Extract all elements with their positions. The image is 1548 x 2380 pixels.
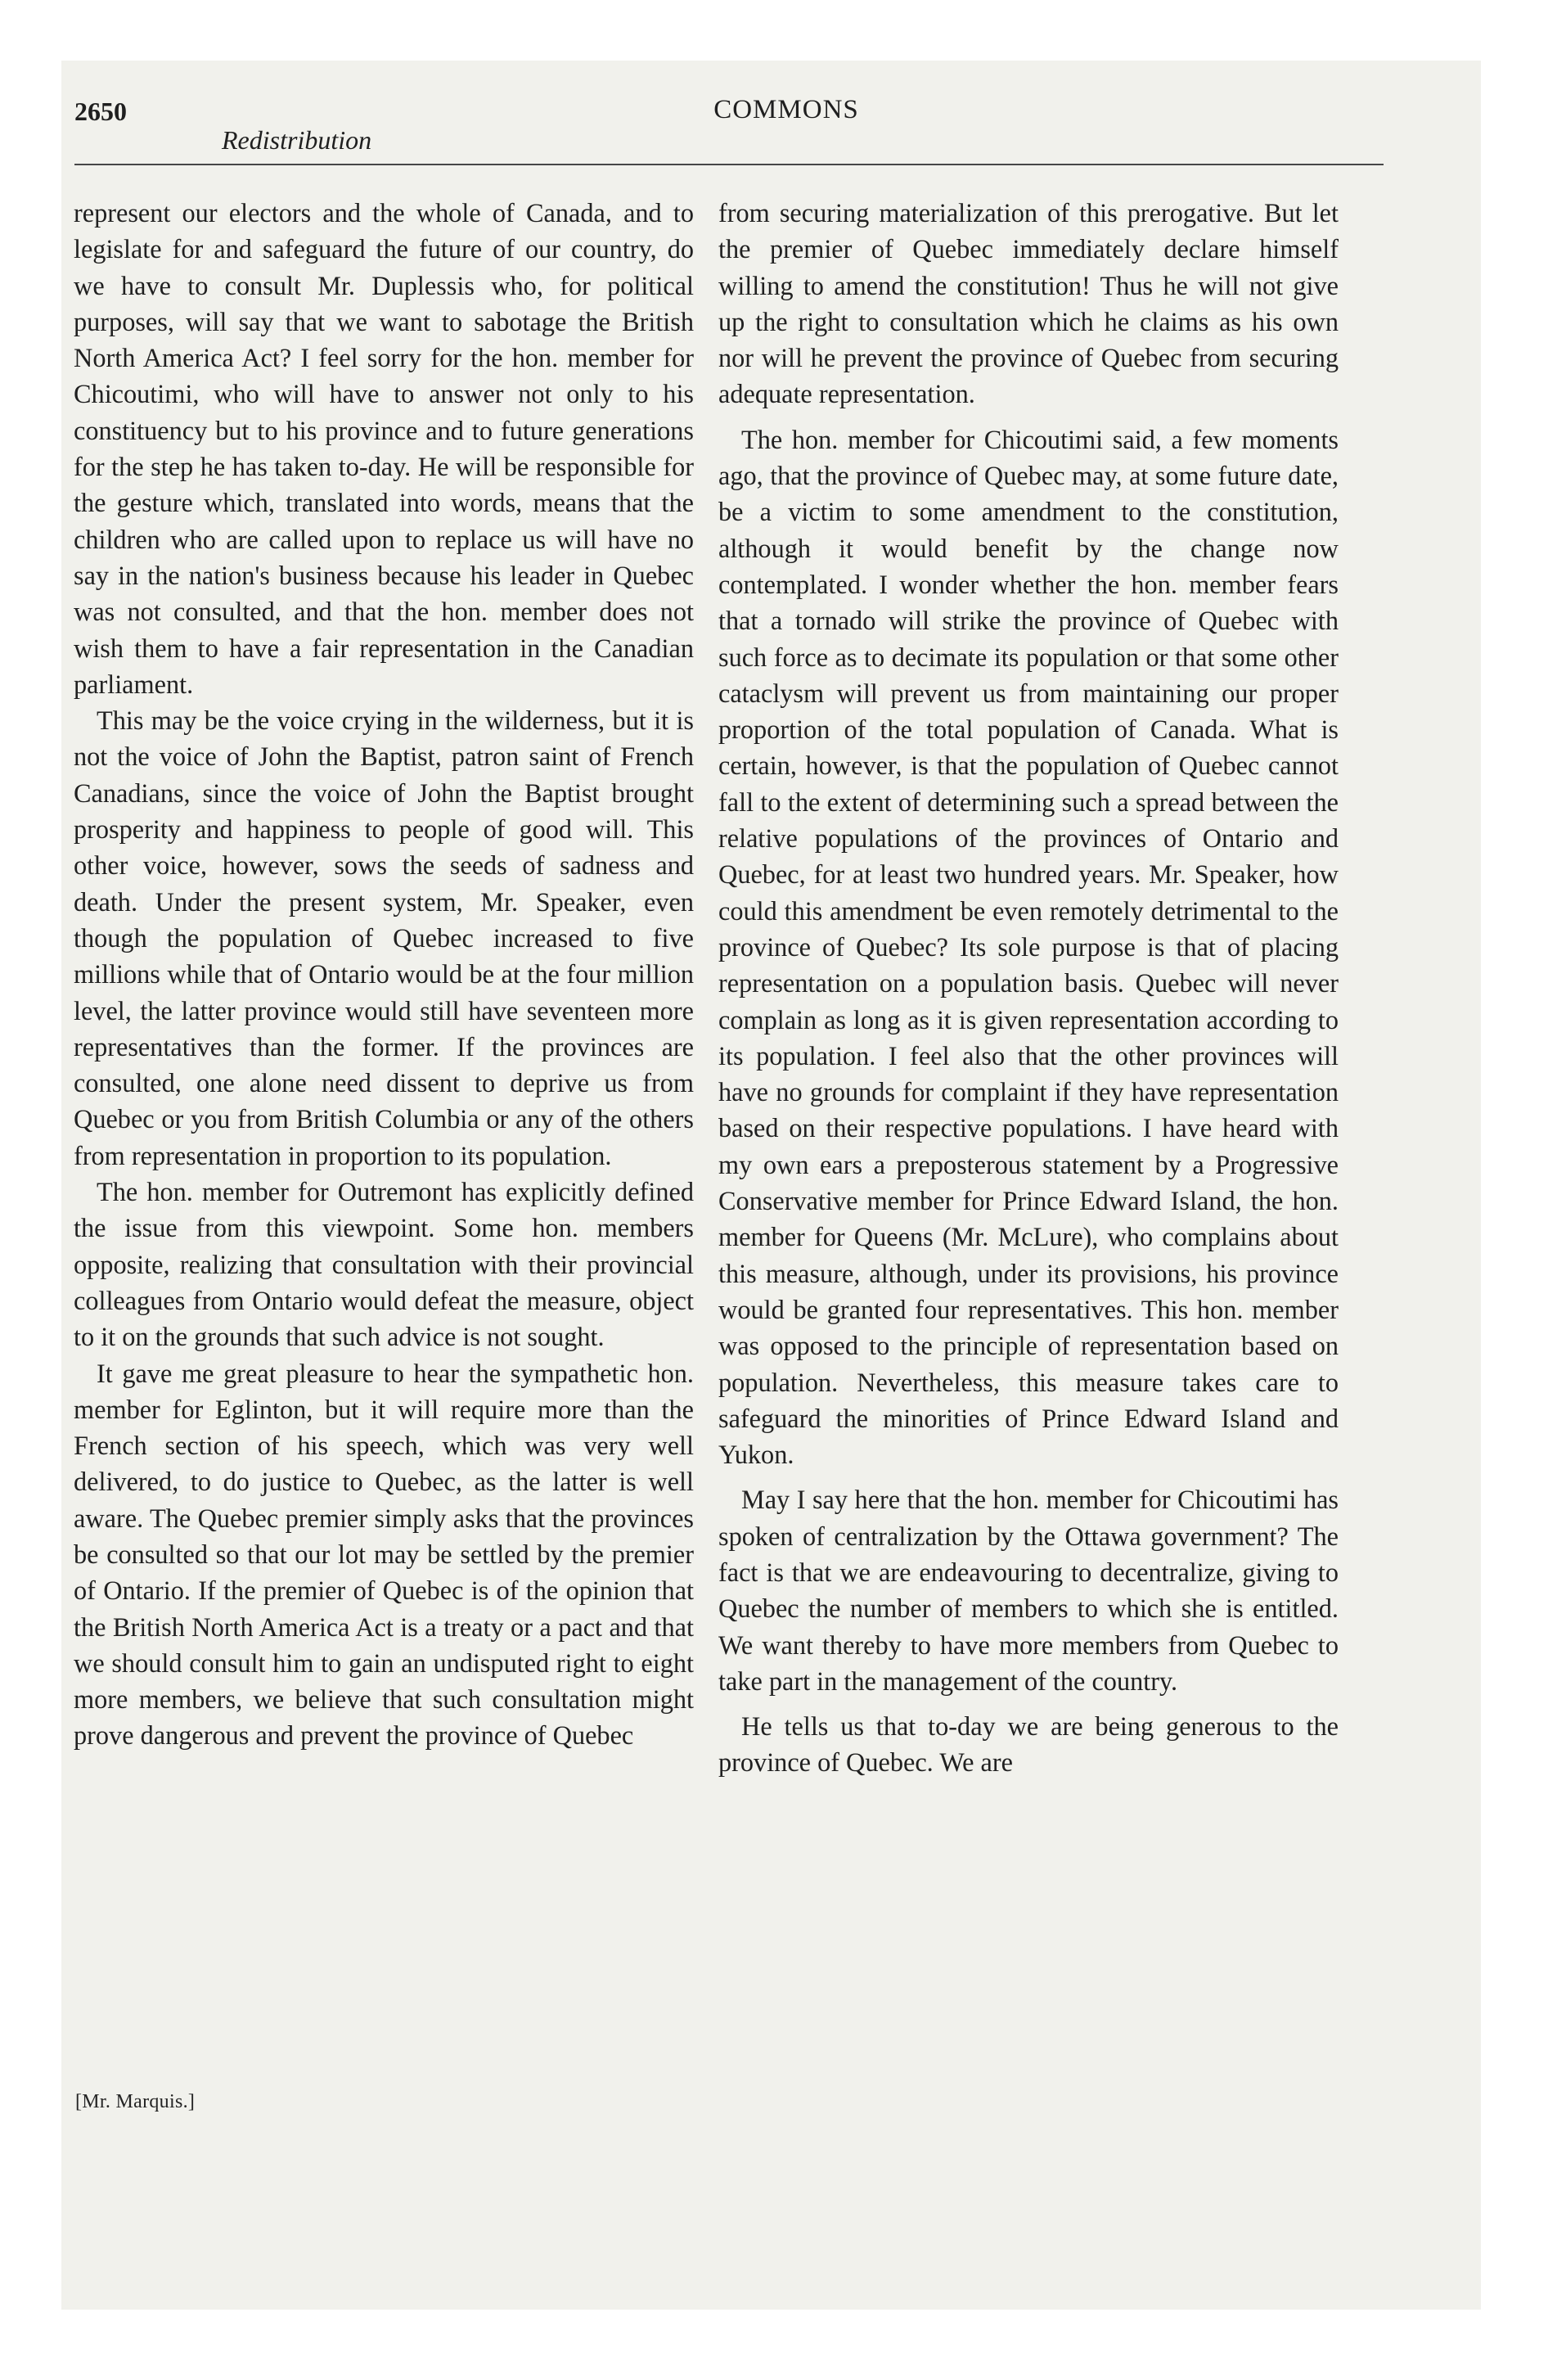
section-title: Redistribution bbox=[222, 125, 372, 155]
speaker-footer-note: [Mr. Marquis.] bbox=[75, 2091, 196, 2112]
left-paragraph-4: It gave me great pleasure to hear the sympathetic hon. member for Eglinton, but it will require more than the French section of his speech, which was very well delivered, to do justice to Quebec, as the latter is well aware. The Quebec premier simply asks that the provinces be consulted so that our lot may be settled by the premier of Ontario. If the premier of Quebec is of the opinion that the British North America Act is a treaty or a pact and that we should consult him to gain an undisputed right to eight more members, we believe that such consultation might prove dangerous and prevent the province of Quebec bbox=[74, 1358, 694, 1751]
right-text-column bbox=[718, 195, 1339, 1781]
left-text-column bbox=[74, 195, 694, 1754]
right-paragraph-4: He tells us that to-day we are being generous to the province of Quebec. We are bbox=[718, 1711, 1339, 1778]
left-paragraph-1: represent our electors and the whole of Canada, and to legislate for and safeguard the future of our country, do we have to consult Mr. Duplessis who, for political purposes, will say that we want to sabotage the British North America Act? I feel sorry for the hon. member for Chicoutimi, who will have to answer not only to his constituency but to his province and to future generations for the step he has taken to-day. He will be responsible for the gesture which, translated into words, means that the children who are called upon to replace us will have no say in the nation's business because his leader in Quebec was not consulted, and that the hon. member does not wish them to have a fair representation in the Canadian parliament. bbox=[74, 198, 694, 699]
page-number: 2650 bbox=[74, 97, 127, 126]
page-title: COMMONS bbox=[713, 95, 859, 124]
right-paragraph-3: May I say here that the hon. member for Chicoutimi has spoken of centralization by the Ottawa government? The fact is that we are endeavouring to decentralize, giving to Quebec the number of members to which she is entitled. We want thereby to have more members from Quebec to take part in the management of the country. bbox=[718, 1485, 1339, 1696]
header-divider bbox=[74, 164, 1384, 165]
right-paragraph-1: from securing materialization of this prerogative. But let the premier of Quebec immediately declare himself willing to amend the constitution! Thus he will not give up the right to consultation which he claims as his own nor will he prevent the province of Quebec from securing adequate representation. bbox=[718, 198, 1339, 409]
right-paragraph-2: The hon. member for Chicoutimi said, a few moments ago, that the province of Quebec may, at some future date, be a victim to some amendment to the constitution, although it would benefit by the change now contemplated. I wonder whether the hon. member fears that a tornado will strike the province of Quebec with such force as to decimate its population or that some other cataclysm will prevent us from maintaining our proper proportion of the total population of Canada. What is certain, however, is that the population of Quebec cannot fall to the extent of determining such a spread between the relative populations of the provinces of Ontario and Quebec, for at least two hundred years. Mr. Speaker, how could this amendment be even remotely detrimental to the province of Quebec? Its sole purpose is that of placing representation on a population basis. Quebec will never complain as long as it is given representation according to its population. I feel also that the other provinces will have no grounds for complaint if they have representation based on their respective populations. I have heard with my own ears a preposterous statement by a Progressive Conservative member for Prince Edward Island, the hon. member for Queens (Mr. McLure), who complains about this measure, although, under its provisions, his province would be granted four representatives. This hon. member was opposed to the principle of representation based on population. Nevertheless, this measure takes care to safeguard the minorities of Prince Edward Island and Yukon. bbox=[718, 424, 1339, 1470]
page-header bbox=[74, 95, 1382, 155]
left-paragraph-3: The hon. member for Outremont has explicitly defined the issue from this viewpoint. Some hon. members opposite, realizing that consultation with their provincial colleagues from Ontario would defeat the measure, object to it on the grounds that such advice is not sought. bbox=[74, 1177, 694, 1352]
left-paragraph-2: This may be the voice crying in the wilderness, but it is not the voice of John the Baptist, patron saint of French Canadians, since the voice of John the Baptist brought prosperity and happiness to people of good will. This other voice, however, sows the seeds of sadness and death. Under the present system, Mr. Speaker, even though the population of Quebec increased to five millions while that of Ontario would be at the four million level, the latter province would still have seventeen more representatives than the former. If the provinces are consulted, one alone need dissent to deprive us from Quebec or you from British Columbia or any of the others from representation in proportion to its population. bbox=[74, 705, 694, 1170]
